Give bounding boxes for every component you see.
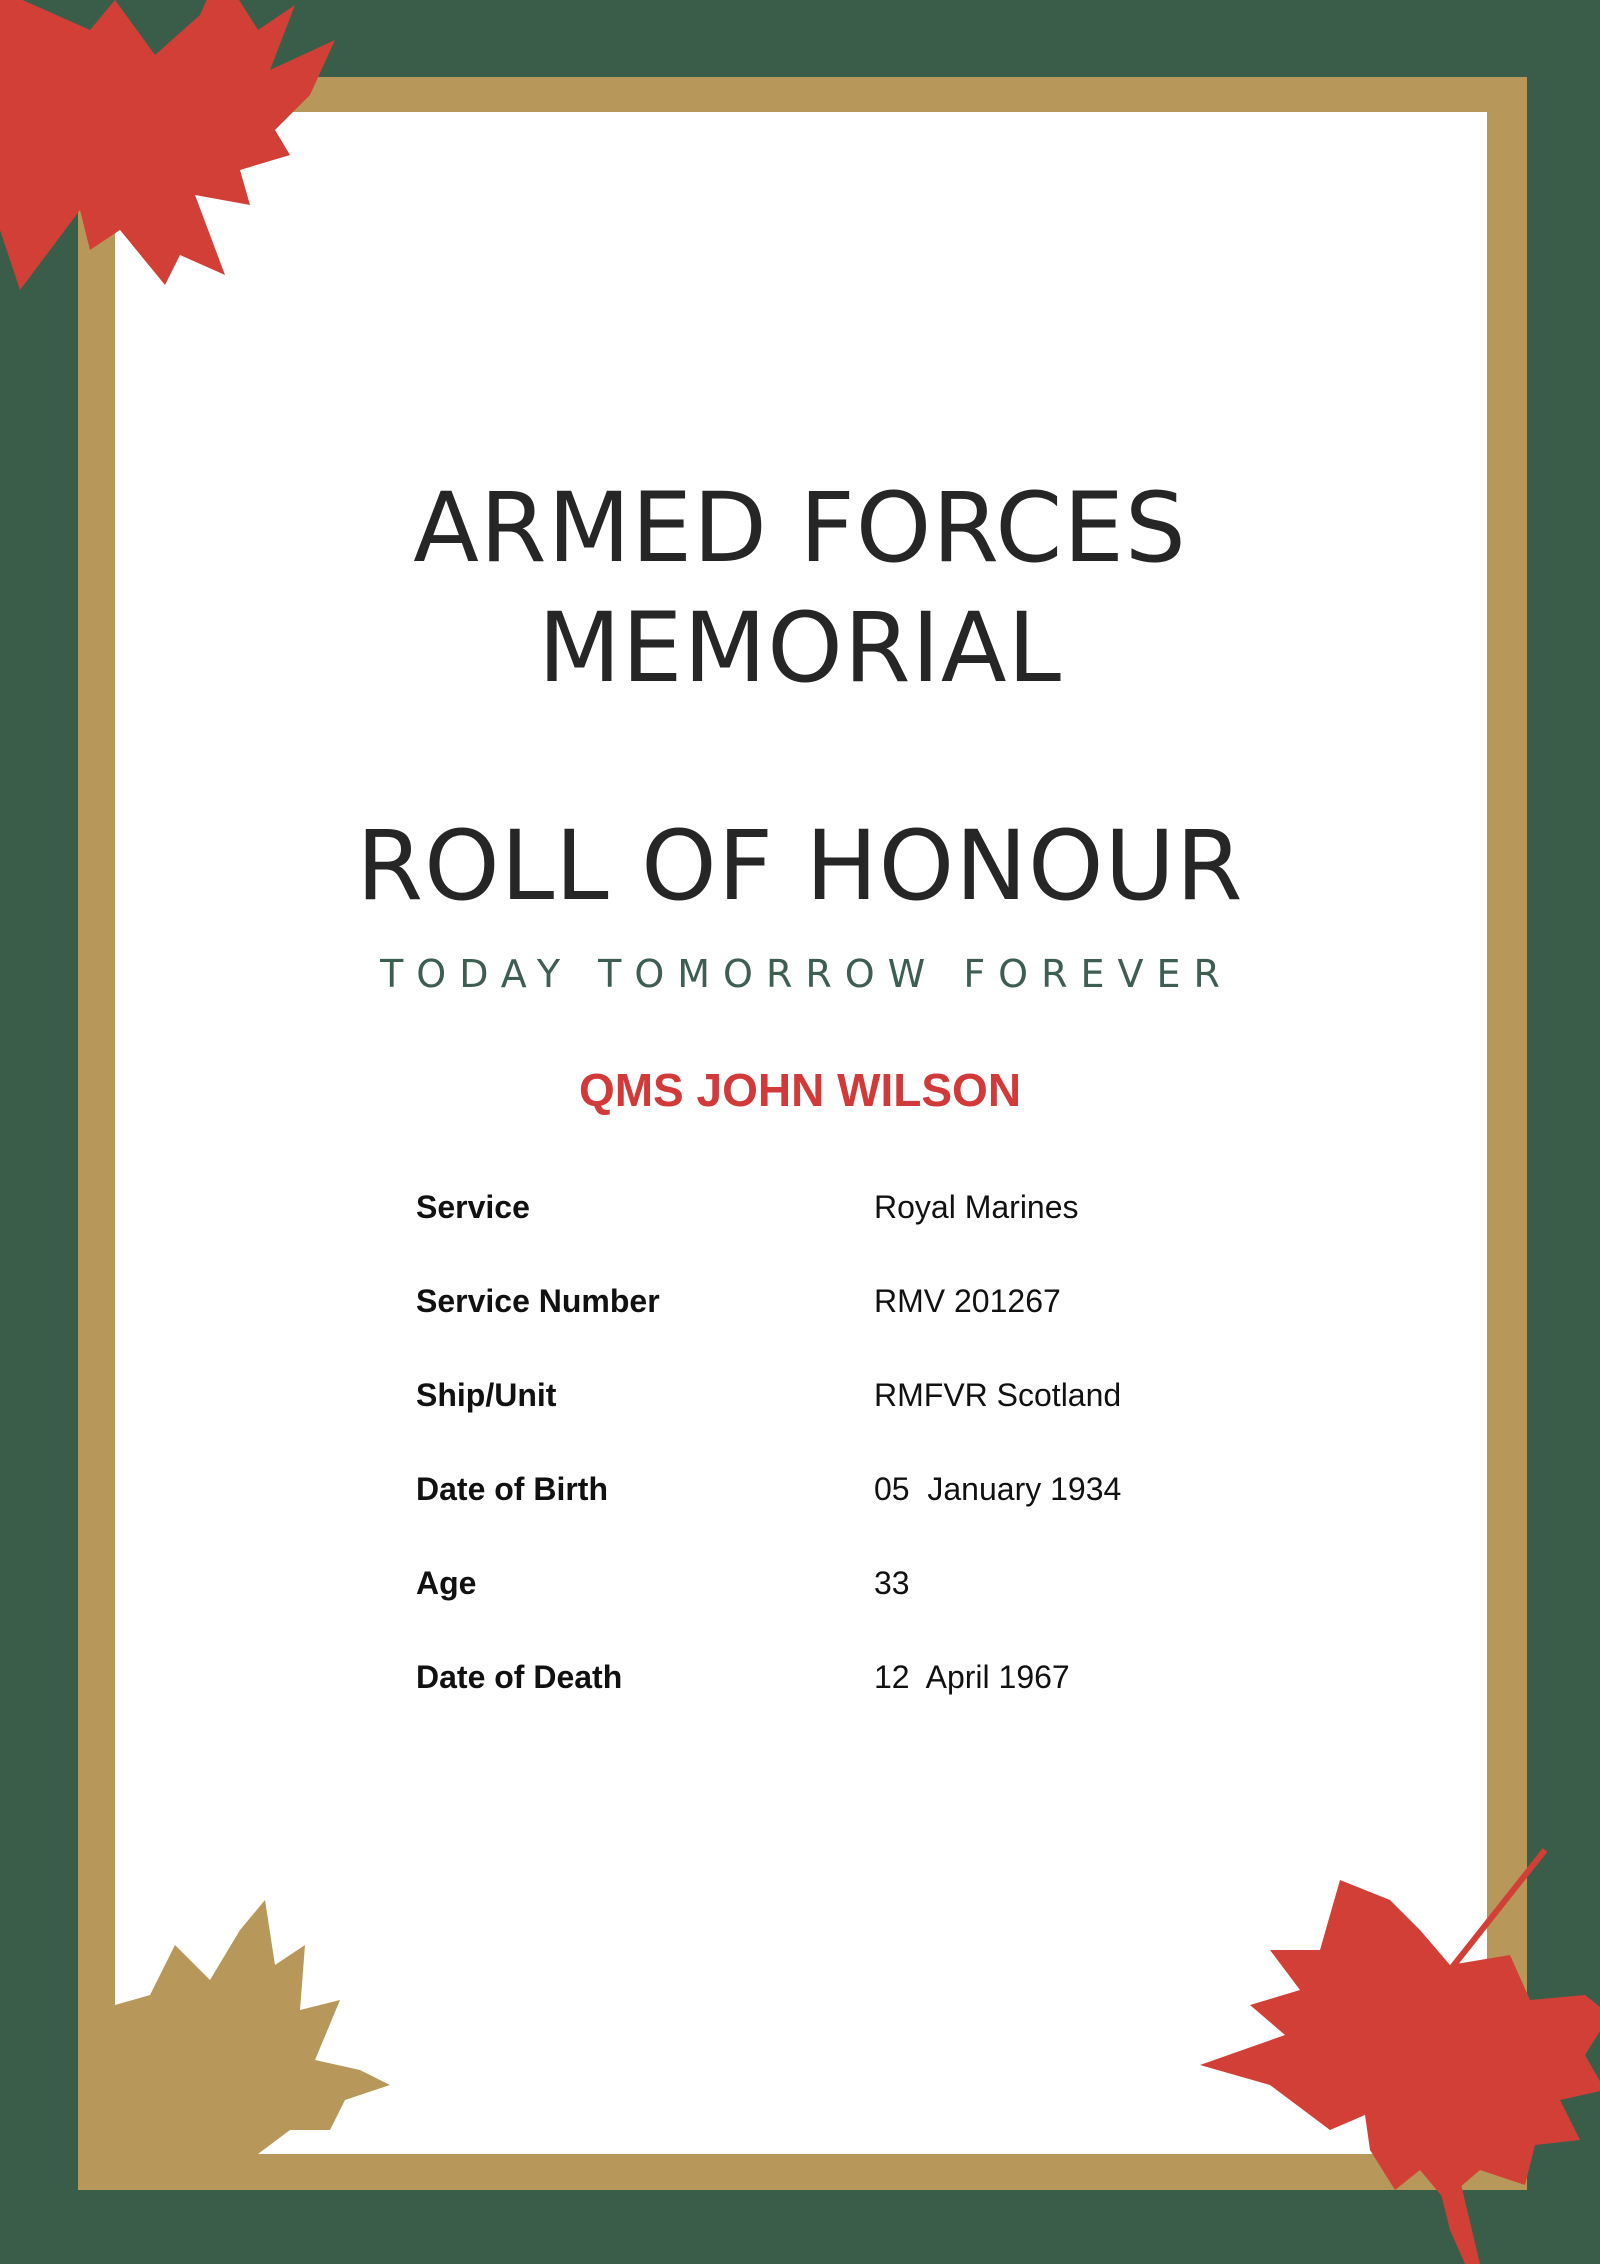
motto: TODAY TOMORROW FOREVER xyxy=(380,952,1233,996)
maple-leaf-icon xyxy=(0,0,420,370)
detail-label: Date of Death xyxy=(416,1659,623,1695)
details-table xyxy=(416,1185,1316,1749)
detail-value: RMFVR Scotland xyxy=(874,1377,1122,1413)
detail-value: 12 April 1967 xyxy=(874,1659,1070,1695)
honoured-name: QMS JOHN WILSON xyxy=(578,1064,1022,1116)
detail-value: Royal Marines xyxy=(874,1189,1079,1225)
detail-label: Service xyxy=(416,1189,530,1225)
detail-row-service-number xyxy=(416,1279,1316,1373)
detail-row-ship-unit xyxy=(416,1373,1316,1467)
title-line-1: ARMED FORCES xyxy=(413,472,1187,584)
roll-of-honour-heading: ROLL OF HONOUR xyxy=(356,810,1244,922)
detail-label: Ship/Unit xyxy=(416,1377,557,1413)
title-line-2: MEMORIAL xyxy=(537,592,1063,704)
detail-row-date-of-birth xyxy=(416,1467,1316,1561)
detail-value: 33 xyxy=(874,1565,910,1601)
detail-row-age xyxy=(416,1561,1316,1655)
maple-leaf-icon xyxy=(90,1900,400,2160)
detail-row-service xyxy=(416,1185,1316,1279)
maple-leaf-icon xyxy=(1190,1840,1600,2264)
detail-row-date-of-death xyxy=(416,1655,1316,1749)
detail-label: Age xyxy=(416,1565,477,1601)
detail-label: Date of Birth xyxy=(416,1471,608,1507)
detail-label: Service Number xyxy=(416,1283,660,1319)
detail-value: RMV 201267 xyxy=(874,1283,1061,1319)
detail-value: 05 January 1934 xyxy=(874,1471,1122,1507)
